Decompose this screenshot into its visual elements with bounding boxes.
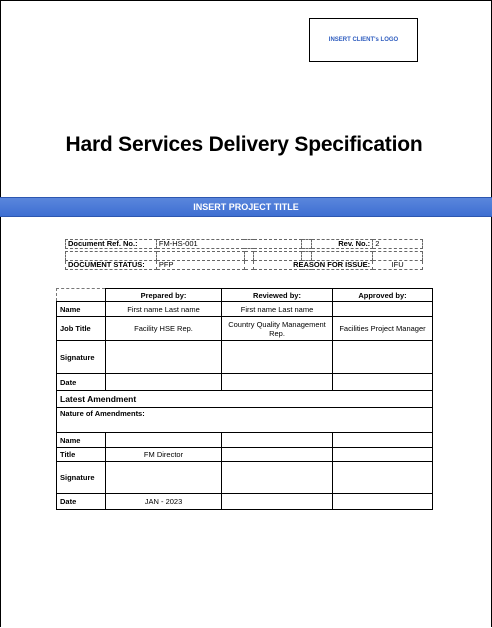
- amend-signature-prepared: [106, 462, 222, 494]
- amend-date-approved: [333, 494, 433, 510]
- signature-row-label: Signature: [57, 341, 106, 374]
- client-logo-placeholder: [309, 18, 418, 62]
- job-title-row-label: Job Title: [57, 317, 106, 341]
- header-reviewed-by: Reviewed by:: [222, 289, 333, 302]
- client-logo-text: INSERT CLIENT's LOGO: [328, 37, 399, 43]
- header-prepared-by: Prepared by:: [106, 289, 222, 302]
- amend-date-prepared: JAN - 2023: [106, 494, 222, 510]
- amend-date-label: Date: [57, 494, 106, 510]
- rev-label: Rev. No.:: [312, 240, 373, 249]
- amend-name-reviewed: [222, 433, 333, 448]
- amend-title-label: Title: [57, 448, 106, 462]
- approved-job-title: Facilities Project Manager: [333, 317, 433, 341]
- prepared-job-title: Facility HSE Rep.: [106, 317, 222, 341]
- meta-spacer: [302, 240, 312, 249]
- approval-table: [56, 288, 433, 510]
- header-approved-by: Approved by:: [333, 289, 433, 302]
- amend-date-reviewed: [222, 494, 333, 510]
- date-row-label: Date: [57, 374, 106, 391]
- project-title-band: [0, 197, 492, 217]
- latest-amendment-heading: Latest Amendment: [57, 391, 433, 408]
- amend-title-approved: [333, 448, 433, 462]
- amend-title-prepared: FM Director: [106, 448, 222, 462]
- document-title: Hard Services Delivery Specification: [65, 133, 423, 156]
- doc-ref-value: FM-HS-001: [156, 240, 301, 249]
- prepared-name: First name Last name: [106, 302, 222, 317]
- amend-signature-reviewed: [222, 462, 333, 494]
- amend-name-label: Name: [57, 433, 106, 448]
- approved-signature: [333, 341, 433, 374]
- amend-name-prepared: [106, 433, 222, 448]
- rev-value: 2: [373, 240, 423, 249]
- approved-date: [333, 374, 433, 391]
- reviewed-name: First name Last name: [222, 302, 333, 317]
- amend-signature-label: Signature: [57, 462, 106, 494]
- reviewed-job-title: Country Quality Management Rep.: [222, 317, 333, 341]
- header-blank-cell: [57, 289, 106, 302]
- amend-name-approved: [333, 433, 433, 448]
- name-row-label: Name: [57, 302, 106, 317]
- nature-of-amendments: Nature of Amendments:: [57, 408, 433, 433]
- doc-ref-label: Document Ref. No.:: [66, 240, 157, 249]
- reviewed-signature: [222, 341, 333, 374]
- prepared-date: [106, 374, 222, 391]
- reason-label: REASON FOR ISSUE:: [254, 261, 373, 270]
- doc-status-label: DOCUMENT STATUS:: [66, 261, 157, 270]
- doc-status-value: PFP: [156, 261, 244, 270]
- amend-title-reviewed: [222, 448, 333, 462]
- prepared-signature: [106, 341, 222, 374]
- project-title-text: INSERT PROJECT TITLE: [193, 202, 299, 212]
- reviewed-date: [222, 374, 333, 391]
- document-meta-table: [65, 239, 423, 270]
- approved-name: [333, 302, 433, 317]
- reason-value: IFU: [373, 261, 423, 270]
- amend-signature-approved: [333, 462, 433, 494]
